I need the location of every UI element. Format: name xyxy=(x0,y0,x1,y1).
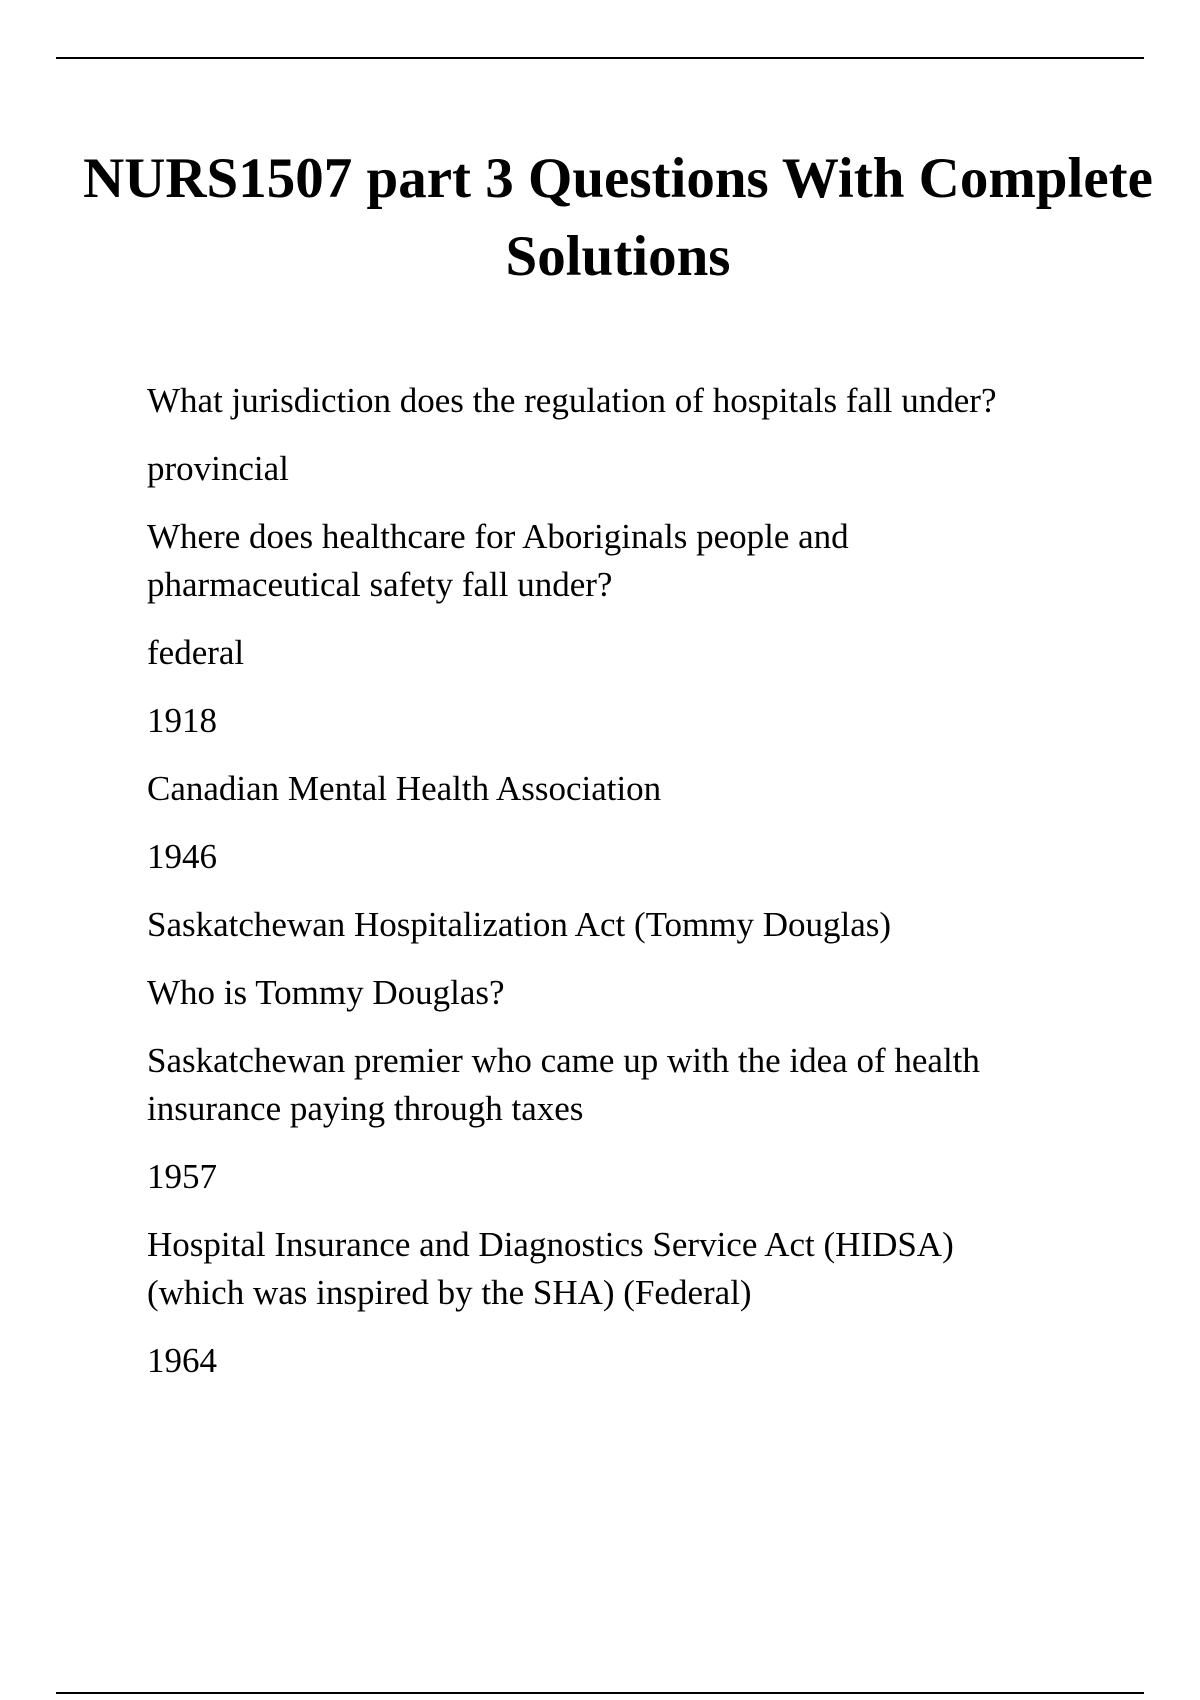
top-divider xyxy=(56,57,1144,59)
question-text: Who is Tommy Douglas? xyxy=(147,973,505,1012)
question-text: 1964 xyxy=(147,1341,217,1380)
question-text: What jurisdiction does the regulation of hospitals fall under? xyxy=(147,381,997,420)
answer-text: Saskatchewan premier who came up with the idea of health insurance paying through taxes xyxy=(147,1041,980,1128)
question-text: 1946 xyxy=(147,837,217,876)
question-text: 1957 xyxy=(147,1157,217,1196)
document-body xyxy=(147,377,1047,1405)
answer-text: Saskatchewan Hospitalization Act (Tommy Douglas) xyxy=(147,905,892,944)
answer-text: federal xyxy=(147,633,245,672)
question-text: 1918 xyxy=(147,701,217,740)
answer-text: Hospital Insurance and Diagnostics Service Act (HIDSA) (which was inspired by the SHA) (Federal) xyxy=(147,1225,954,1312)
answer-text: Canadian Mental Health Association xyxy=(147,769,662,808)
answer-text: provincial xyxy=(147,449,289,488)
page-title: NURS1507 part 3 Questions With Complete Solutions xyxy=(83,147,1153,288)
bottom-divider xyxy=(56,1692,1144,1694)
question-text: Where does healthcare for Aboriginals people and pharmaceutical safety fall under? xyxy=(147,517,849,604)
